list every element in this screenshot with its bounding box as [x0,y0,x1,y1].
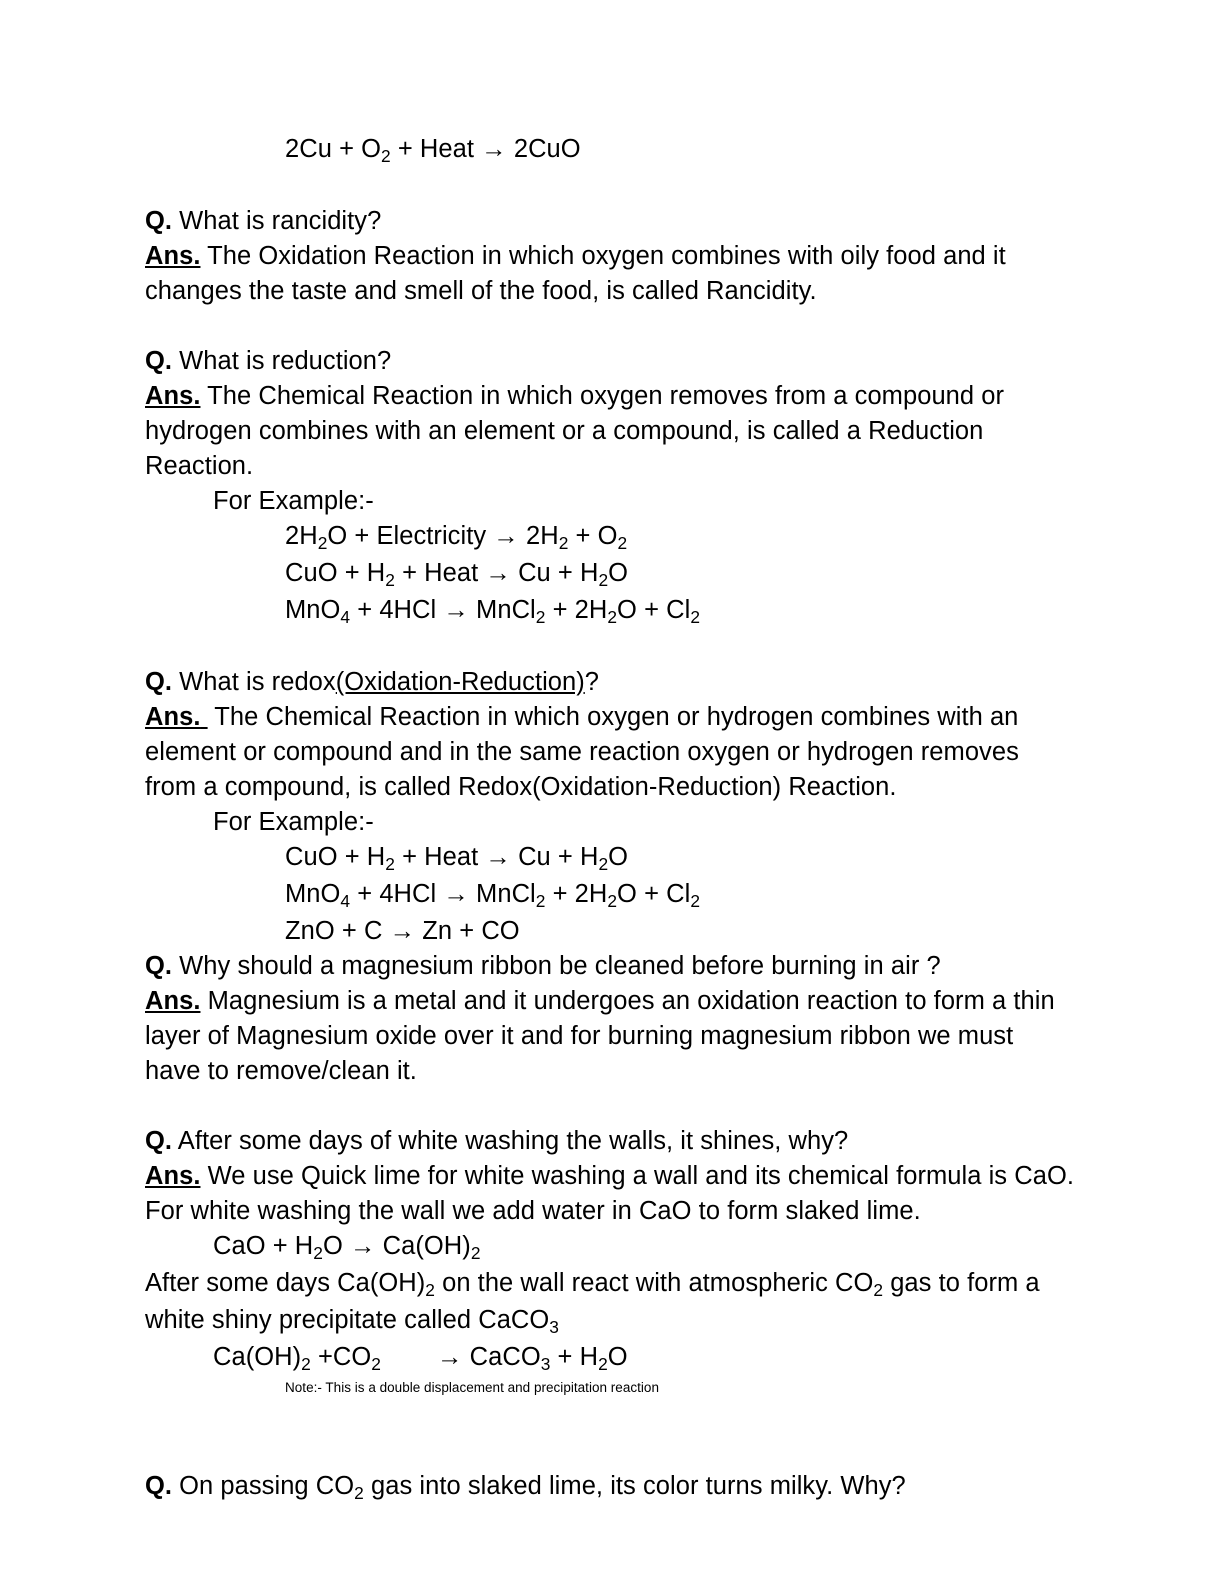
question-rancidity [145,204,1075,239]
ans-label: Ans. [145,703,201,731]
followup-part3: gas to form a white shiny precipitate called CaCO [145,1269,1047,1334]
equation-water-electrolysis: $2H_2O$ + Electricity → $2H_2 + O_2$ [285,522,628,553]
subscript: 2 [690,890,701,911]
subscript: 2 [598,1353,608,1374]
question-text: What is rancidity? [172,207,382,235]
equation-zno-carbon: ZnO + C → Zn + CO [285,917,520,945]
answer-magnesium-ribbon [145,984,1075,1089]
subscript: 2 [385,569,395,590]
spacer [145,1399,1075,1434]
question-text: What is reduction? [172,347,392,375]
equation-mno4-hcl-redox: MnO$_4$ + 4HCl → MnCl$_2$ + $2H_2O + Cl_2$ [285,880,701,911]
spacer [145,169,1075,204]
reaction-arrow-icon: → [389,917,416,945]
reaction-arrow-icon: → [443,880,469,908]
equation-mno4-hcl-reduction: MnO$_4$ + 4HCl → MnCl$_2$ + $2H_2O + Cl_2$ [285,596,701,627]
q-label: Q. [145,668,173,696]
subscript: 2 [535,890,546,911]
question-part2: gas into slaked lime, its color turns milky. Why? [363,1472,906,1500]
reaction-arrow-icon: → [443,596,469,624]
reaction-arrow-icon: → [485,559,511,587]
question-text: What is redox [172,668,336,696]
followup-part1: After some days Ca(OH) [145,1269,426,1297]
q-label: Q. [145,1472,173,1500]
subscript: 2 [598,569,609,590]
q-label: Q. [145,347,173,375]
answer-text: Magnesium is a metal and it undergoes an oxidation reaction to form a thin layer of Magnesium oxide over it and for burning magnesium ribbon we must have to remove/clean it. [145,987,1062,1085]
equation-text: 2Cu + O [285,135,382,163]
followup-part2: on the wall react with atmospheric CO [434,1269,874,1297]
subscript: 2 [425,1279,435,1300]
ans-label: Ans. [145,987,201,1015]
q-label: Q. [145,1127,173,1155]
answer-text: The Chemical Reaction in which oxygen or hydrogen combines with an element or compound and in the same reaction oxygen or hydrogen removes from a compound, is called Redox(Oxidation-Reduction) Reaction. [145,703,1027,801]
subscript: 2 [617,532,628,553]
spacer [145,1089,1075,1124]
document-content [145,132,1082,1506]
answer-text: We use Quick lime for white washing a wall and its chemical formula is CaO. For white washing the wall we add water in CaO to form slaked lime. [145,1162,1082,1225]
subscript: 2 [470,1242,481,1263]
equation-middle: + Heat [390,135,482,163]
question-tail: ? [584,668,600,696]
ans-label: Ans. [145,1162,201,1190]
q-label: Q. [145,207,173,235]
equation-cuo-h2-redox: CuO + $H_2$ + Heat → $Cu + H_2O$ [285,843,629,874]
subscript: 4 [340,606,351,627]
example-label-reduction: For Example:- [213,487,374,515]
answer-redox [145,700,1075,805]
question-redox [145,665,1075,700]
note-double-displacement: Note:- This is a double displacement and precipitation reaction [285,1380,659,1395]
answer-text: The Chemical Reaction in which oxygen removes from a compound or hydrogen combines with an element or a compound, is called a Reduction Reaction. [145,382,1012,480]
equation-cao-water: CaO + $H_2O \to Ca(OH)_2$ [213,1232,481,1263]
ans-label: Ans. [145,382,201,410]
subscript: 2 [690,606,701,627]
question-reduction [145,344,1075,379]
equation-cuo-h2-reduction: CuO + $H_2$ + Heat → $Cu + H_2O$ [285,559,629,590]
equation-caoh2-co2: $Ca(OH)_2 +CO_2$ → CaCO$_3$ + $H_2O$ [213,1343,628,1374]
question-text: Why should a magnesium ribbon be cleaned before burning in air ? [172,952,941,980]
question-white-washing [145,1124,1075,1159]
subscript: 2 [301,1353,311,1374]
reaction-arrow-icon: → [349,1232,376,1260]
question-milky-lime [145,1469,1075,1506]
subscript: 2 [598,853,609,874]
answer-reduction [145,379,1075,484]
subscript: 2 [371,1353,381,1374]
reaction-arrow-icon: → [493,522,519,550]
question-part1: On passing CO [172,1472,355,1500]
reaction-arrow-icon: → [481,135,507,163]
subscript: 2 [607,890,618,911]
ans-label-trailing-space [200,703,207,731]
equation-products: 2CuO [506,135,581,163]
answer-text: The Oxidation Reaction in which oxygen combines with oily food and it changes the taste and smell of the food, is called Rancidity. [145,242,1013,305]
spacer [145,1434,1075,1469]
ans-label: Ans. [145,242,201,270]
subscript: 2 [558,532,569,553]
subscript: 2 [354,1482,364,1503]
question-text: After some days of white washing the walls, it shines, why? [172,1127,849,1155]
q-label: Q. [145,952,173,980]
subscript: 3 [549,1316,559,1337]
subscript: 2 [313,1242,323,1263]
reaction-arrow-icon: → [485,843,511,871]
subscript: 2 [385,853,395,874]
answer-white-washing [145,1159,1082,1229]
subscript: 2 [607,606,618,627]
equation-2cu-o2-heat [145,132,1075,169]
subscript: 3 [540,1353,551,1374]
subscript: 2 [535,606,546,627]
spacer [145,309,1075,344]
subscript: 4 [340,890,351,911]
reaction-arrow-icon: → [436,1343,463,1371]
question-magnesium-ribbon [145,949,1075,984]
spacer [145,630,1075,665]
example-label-redox: For Example:- [213,808,374,836]
subscript: 2 [317,532,328,553]
followup-white-washing [145,1266,1075,1340]
subscript: 2 [873,1279,884,1300]
answer-rancidity [145,239,1075,309]
question-underlined-term: (Oxidation-Reduction) [335,668,585,696]
equation-subscript: 2 [381,145,391,166]
